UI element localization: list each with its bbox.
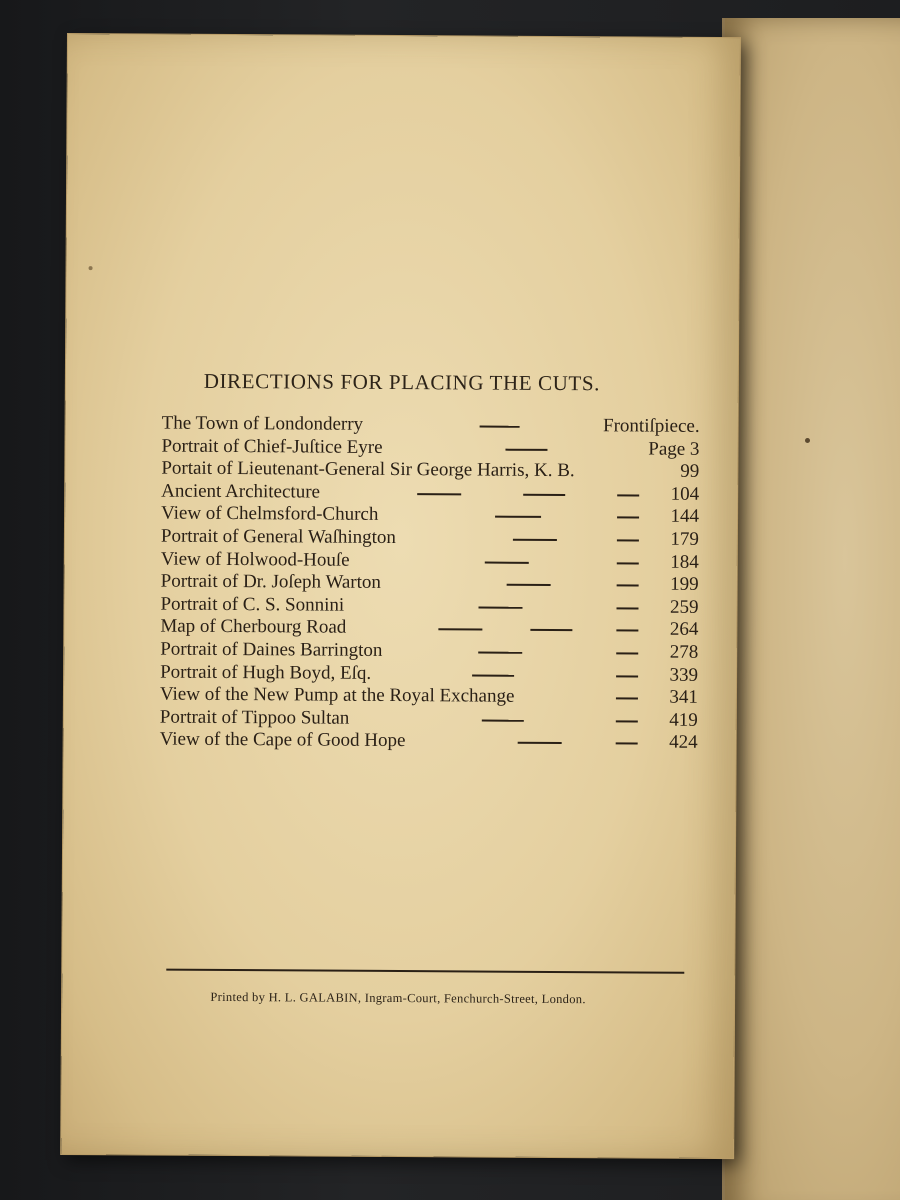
entry-page: Page 3 [648,438,700,460]
dash-rule [617,539,639,541]
entry-title: Portrait of General Waſhington [160,525,397,548]
dash-rule [616,607,638,609]
entry-title: Portrait of C. S. Sonnini [160,593,345,616]
horizontal-rule [166,969,684,974]
printer-imprint: Printed by H. L. GALABIN, Ingram-Court, Fenchurch-Street, London. [210,989,586,1007]
dash-rule [617,494,639,496]
dash-rule [417,493,461,495]
entry-page: 184 [670,551,699,573]
entry-title: Map of Cherbourg Road [160,615,347,639]
entry-title: Portrait of Hugh Boyd, Eſq. [160,661,372,684]
entry-title: Portait of Lieutenant-General Sir George Harris, K. B. [161,457,575,482]
entry-title: View of the Cape of Good Hope [159,728,406,752]
list-item [161,480,699,506]
list-item [160,661,698,687]
entry-page: 144 [670,506,700,528]
dash-rule [478,606,522,608]
entry-page: 339 [669,664,699,686]
page-heading: DIRECTIONS FOR PLACING THE CUTS. [203,368,601,396]
list-item [160,593,698,619]
list-item [161,458,699,484]
dash-rule [616,697,638,699]
dash-rule [530,629,572,631]
dash-rule [616,743,638,745]
dash-rule [513,539,557,541]
list-item [161,548,699,574]
list-item [161,526,699,552]
dash-rule [518,742,562,744]
entry-page: 199 [670,573,699,596]
dash-rule [485,561,529,563]
dash-rule [505,448,547,450]
entry-page: 179 [670,528,699,550]
dash-rule [472,674,514,676]
entry-page: Frontiſpiece. [602,415,700,437]
entry-page: 419 [669,709,698,731]
entry-title: Ancient Architecture [161,480,321,503]
list-item [160,639,698,665]
list-item [160,706,698,732]
entry-page: 424 [669,731,698,754]
list-item [162,413,700,439]
dash-rule [616,652,638,654]
entry-title: The Town of Londonderry [161,412,364,435]
dash-rule [480,426,520,428]
entry-page: 264 [669,619,699,641]
entry-title: View of Chelmsford-Church [161,502,379,526]
list-item [160,616,698,642]
cuts-list [160,413,700,755]
list-item [160,684,698,710]
dash-rule [478,651,522,653]
dash-rule [507,584,551,586]
entry-page: 341 [669,686,699,708]
entry-title: Portrait of Chief-Juſtice Eyre [161,435,383,458]
entry-title: Portrait of Tippoo Sultan [159,706,350,729]
entry-title: Portrait of Daines Barrington [160,638,383,661]
entry-title: View of the New Pump at the Royal Exchange [159,683,515,707]
list-item [161,503,699,529]
dash-rule [523,494,565,496]
paper-fleck [89,266,93,270]
dash-rule [616,675,638,677]
book-page [61,34,740,1158]
facing-page [722,18,900,1200]
dash-rule [616,630,638,632]
paper-spot [805,438,810,443]
list-item [161,435,699,461]
dash-rule [617,562,639,564]
entry-page: 278 [669,641,699,663]
dash-rule [438,629,482,631]
dash-rule [617,517,639,519]
list-item [160,729,698,755]
dash-rule [482,719,524,721]
dash-rule [617,585,639,587]
entry-page: 99 [680,460,700,483]
entry-title: Portrait of Dr. Joſeph Warton [160,570,382,594]
dash-rule [495,516,541,518]
entry-page: 104 [670,483,700,505]
entry-page: 259 [669,596,699,618]
list-item [161,571,699,597]
entry-title: View of Holwood-Houſe [160,548,350,571]
dash-rule [616,720,638,722]
